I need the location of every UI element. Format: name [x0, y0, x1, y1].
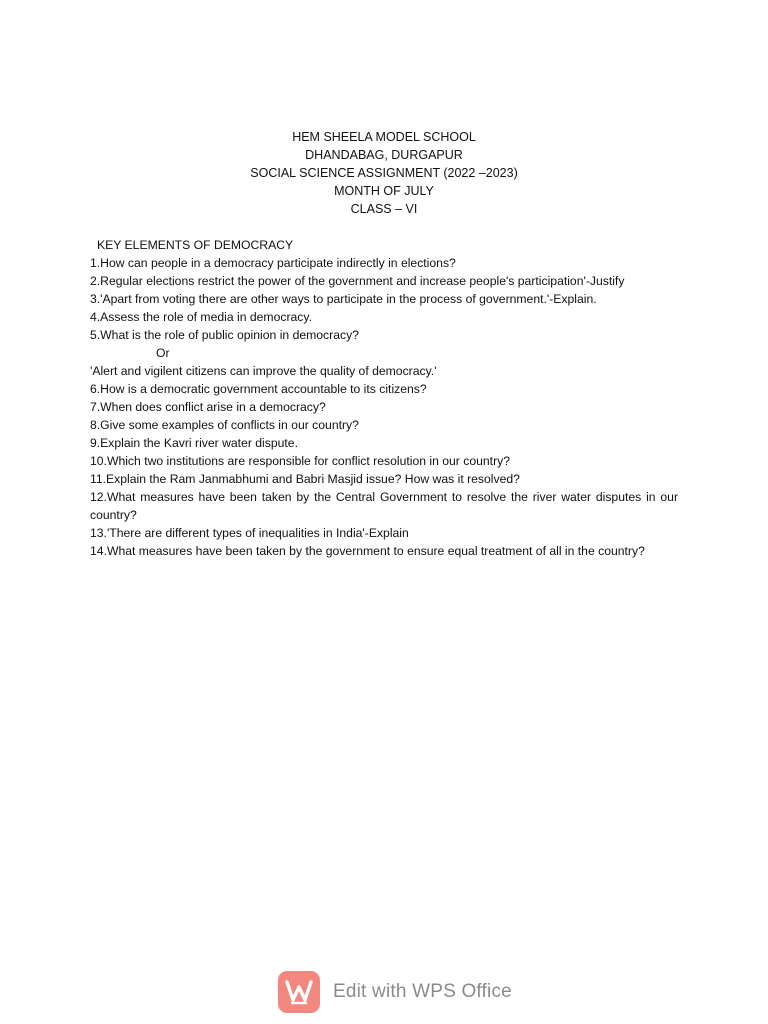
- or-separator: Or: [156, 346, 170, 360]
- question-1: 1.How can people in a democracy participate indirectly in elections?: [90, 256, 456, 270]
- question-13: 13.'There are different types of inequalities in India'-Explain: [90, 526, 409, 540]
- question-10: 10.Which two institutions are responsible for conflict resolution in our country?: [90, 454, 510, 468]
- question-2: 2.Regular elections restrict the power of the government and increase people's participation'-Justify: [90, 274, 625, 288]
- school-name: HEM SHEELA MODEL SCHOOL: [292, 130, 476, 144]
- assignment-title: SOCIAL SCIENCE ASSIGNMENT (2022 –2023): [250, 166, 518, 180]
- question-list: [90, 236, 678, 560]
- document-header: [0, 128, 768, 218]
- question-5: 5.What is the role of public opinion in democracy?: [90, 328, 359, 342]
- wps-watermark-text: Edit with WPS Office: [333, 981, 512, 1002]
- question-9: 9.Explain the Kavri river water dispute.: [90, 436, 298, 450]
- question-11: 11.Explain the Ram Janmabhumi and Babri Masjid issue? How was it resolved?: [90, 472, 520, 486]
- question-3: 3.'Apart from voting there are other ways to participate in the process of government.'-Explain.: [90, 292, 597, 306]
- wps-office-logo-icon: [278, 971, 320, 1013]
- question-6: 6.How is a democratic government accountable to its citizens?: [90, 382, 427, 396]
- topic-heading: KEY ELEMENTS OF DEMOCRACY: [97, 238, 294, 252]
- question-7: 7.When does conflict arise in a democracy?: [90, 400, 326, 414]
- question-14: 14.What measures have been taken by the government to ensure equal treatment of all in the country?: [90, 544, 645, 558]
- wps-watermark[interactable]: [278, 969, 512, 1015]
- question-8: 8.Give some examples of conflicts in our country?: [90, 418, 359, 432]
- school-address: DHANDABAG, DURGAPUR: [305, 148, 463, 162]
- assignment-month: MONTH OF JULY: [334, 184, 434, 198]
- question-12: 12.What measures have been taken by the Central Government to resolve the river water disputes in our country?: [90, 490, 678, 522]
- question-5-alternative: 'Alert and vigilent citizens can improve the quality of democracy.': [90, 364, 437, 378]
- class-label: CLASS – VI: [350, 202, 418, 216]
- question-4: 4.Assess the role of media in democracy.: [90, 310, 312, 324]
